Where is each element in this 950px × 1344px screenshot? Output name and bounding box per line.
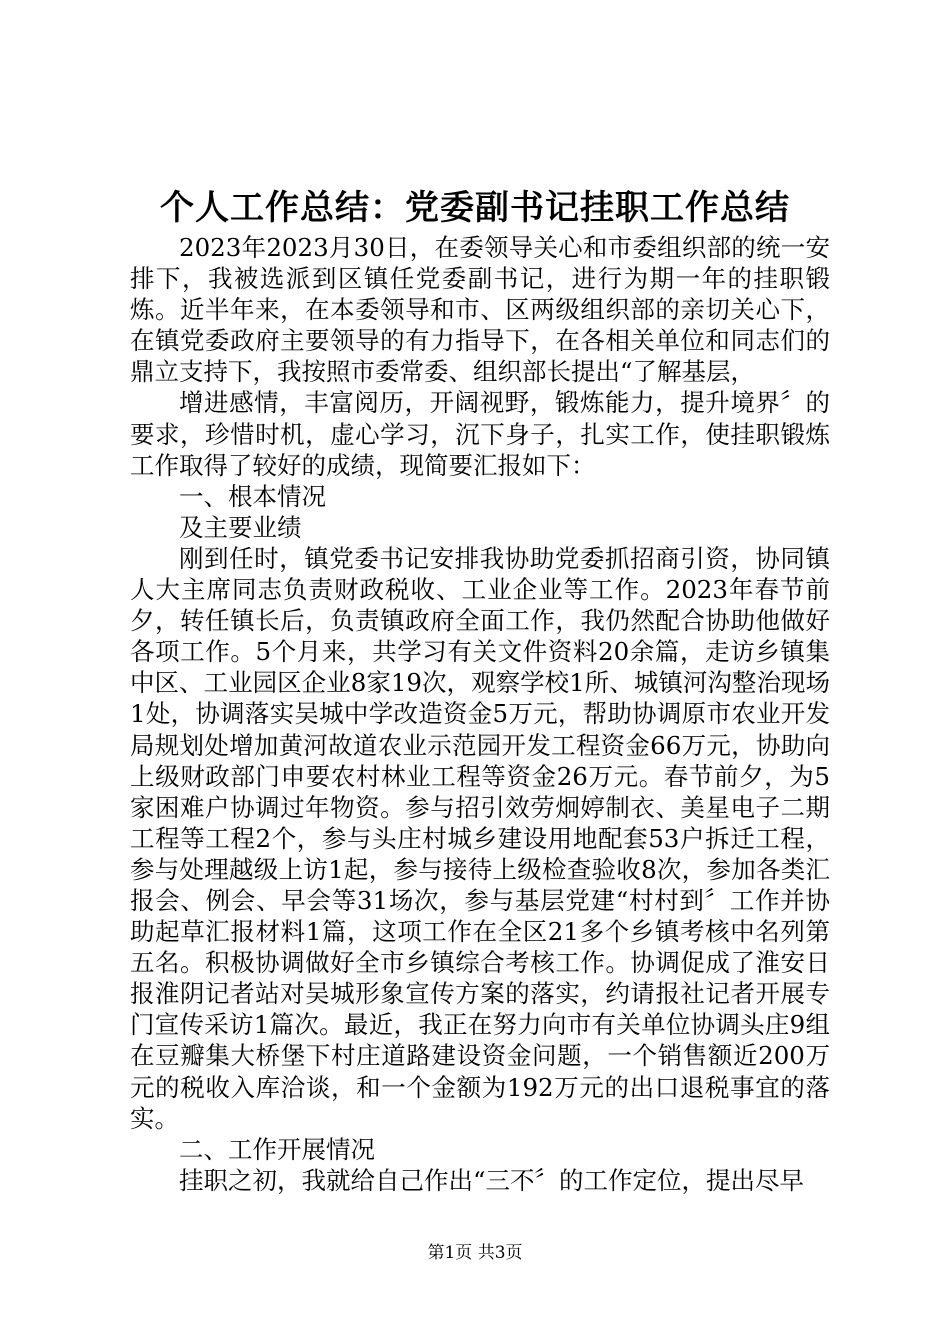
- paragraph-work-start: 挂职之初，我就给自己作出“三不〞的工作定位，提出尽早: [179, 1165, 805, 1195]
- page-footer: 第1页 共3页: [427, 1243, 523, 1263]
- section-heading-2: 二、工作开展情况: [179, 1134, 375, 1164]
- document-title: 个人工作总结：党委副书记挂职工作总结: [160, 188, 790, 228]
- paragraph-intro: 2023年2023月30日，在委领导关心和市委组织部的统一安排下，我被选派到区镇任党委副书记，进行为期一年的挂职锻炼。近半年来，在本委领导和市、区两级组织部的亲切关心下，在镇党委政府主要领导的有力指导下，在各相关单位和同志们的鼎立支持下，我按照市委常委、组织部长提出“了解基层，: [130, 233, 830, 387]
- document-body: [130, 232, 830, 1196]
- section-heading-1-continued: 及主要业绩: [179, 512, 302, 542]
- paragraph-intro-continued: 增进感情，丰富阅历，开阔视野，锻炼能力，提升境界〞的要求，珍惜时机，虚心学习，沉下身子，扎实工作，使挂职锻炼工作取得了较好的成绩，现简要汇报如下：: [130, 388, 830, 480]
- section-heading-1: 一、根本情况: [179, 481, 326, 511]
- paragraph-achievements: 刚到任时，镇党委书记安排我协助党委抓招商引资，协同镇人大主席同志负责财政税收、工业企业等工作。2023年春节前夕，转任镇长后，负责镇政府全面工作，我仍然配合协助他做好各项工作。5个月来，共学习有关文件资料20余篇，走访乡镇集中区、工业园区企业8家19次，观察学校1所、城镇河沟整治现场1处，协调落实吴城中学改造资金5万元，帮助协调原市农业开发局规划处增加黄河故道农业示范园开发工程资金66万元，协助向上级财政部门申要农村林业工程等资金26万元。春节前夕，为5家困难户协调过年物资。参与招引效劳炯婷制衣、美星电子二期工程等工程2个，参与头庄村城乡建设用地配套53户拆迁工程，参与处理越级上访1起，参与接待上级检查验收8次，参加各类汇报会、例会、早会等31场次，参与基层党建“村村到〞工作并协助起草汇报材料1篇，这项工作在全区21多个乡镇考核中名列第五名。积极协调做好全市乡镇综合考核工作。协调促成了淮安日报淮阴记者站对吴城形象宣传方案的落实，约请报社记者开展专门宣传采访1篇次。最近，我正在努力向市有关单位协调头庄9组在豆瓣集大桥堡下村庄道路建设资金问题，一个销售额近200万元的税收入库洽谈，和一个金额为192万元的出口退税事宜的落实。: [130, 543, 830, 1133]
